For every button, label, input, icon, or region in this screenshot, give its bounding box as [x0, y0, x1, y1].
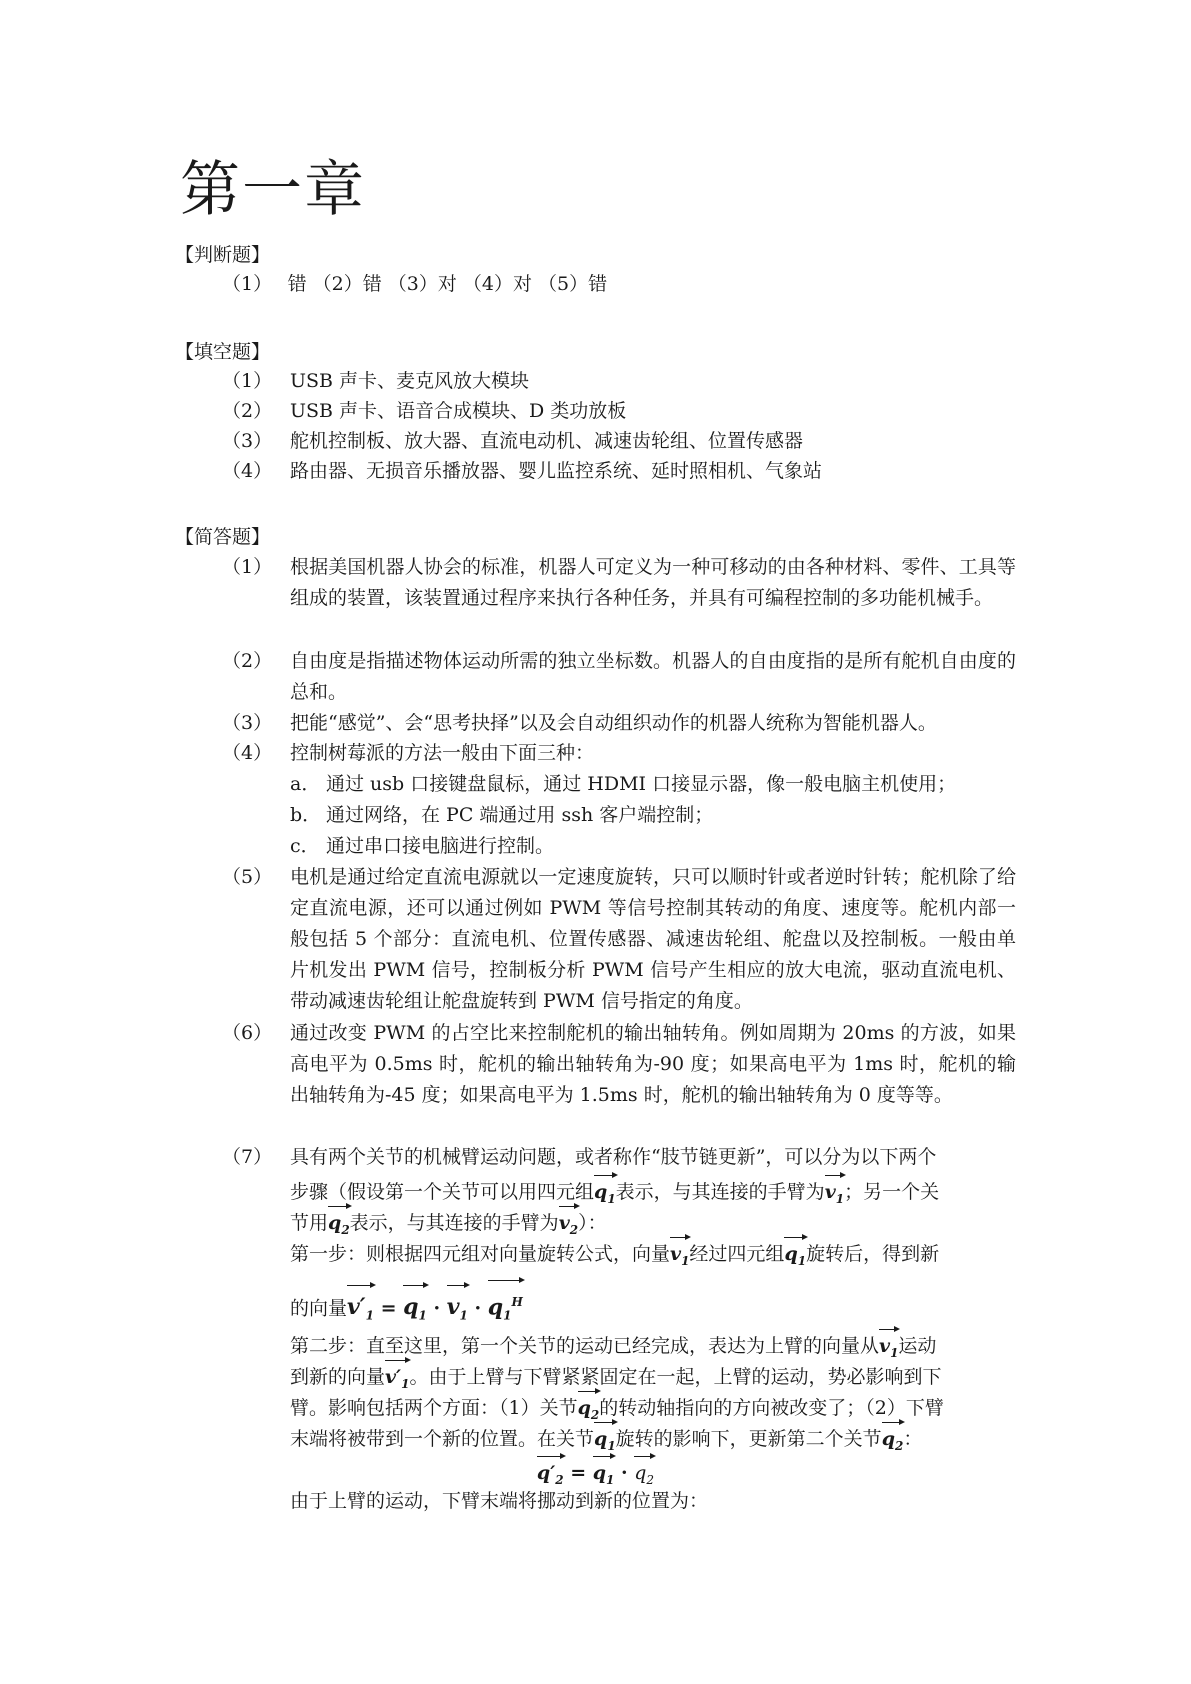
q2-symbol: $q_2$	[328, 1204, 350, 1245]
fill-heading: 【填空题】	[175, 341, 271, 363]
q7-l7b: 。由于上臂与下臂紧紧固定在一起，上臂的运动，势必影响到下	[409, 1366, 942, 1388]
q7-l4a: 第一步：则根据四元组对向量旋转公式，向量	[290, 1243, 671, 1265]
sub-item-b	[290, 800, 713, 831]
q1-symbol: $q_1$	[403, 1283, 427, 1335]
q7-l4c: 旋转后，得到新	[806, 1243, 940, 1265]
short-text-7: 具有两个关节的机械臂运动问题，或者称作“肢节链更新”，可以分为以下两个	[290, 1146, 937, 1168]
short-num-5: （5）	[222, 866, 273, 888]
equals-sign: =	[373, 1297, 404, 1320]
v1-symbol: $v_1$	[879, 1327, 898, 1368]
sub-item-c	[290, 831, 554, 862]
q7-l3a: 节用	[290, 1212, 329, 1234]
short-num-3: （3）	[222, 712, 273, 734]
fill-text-2: USB 声卡、语音合成模块、D 类功放板	[290, 400, 627, 422]
q7-l3b: 表示，与其连接的手臂为	[349, 1212, 559, 1234]
fill-text-4: 路由器、无损音乐播放器、婴儿监控系统、延时照相机、气象站	[290, 460, 823, 482]
short-text-2: 自由度是指描述物体运动所需的独立坐标数。机器人的自由度指的是所有舵机自由度的总和。	[290, 650, 1016, 703]
fill-num-4: （4）	[222, 460, 273, 482]
q2-symbol: $q_2$	[634, 1454, 654, 1495]
q2-prime-symbol: $q'_2$	[537, 1454, 564, 1495]
q7-l2b: 表示，与其连接的手臂为	[615, 1181, 825, 1203]
q7-l4b: 经过四元组	[689, 1243, 785, 1265]
q1-conj-symbol: $q_1^H$	[488, 1278, 523, 1336]
judge-answers: （1） 错 （2）错 （3）对 （4）对 （5）错	[222, 273, 608, 295]
v1-symbol: $v_1$	[825, 1173, 844, 1214]
v1-prime-symbol: $v'_1$	[347, 1283, 374, 1335]
q7-line-11: 由于上臂的运动，下臂末端将挪动到新的位置为：	[290, 1490, 709, 1512]
q7-line-4	[290, 1235, 939, 1276]
q1-symbol: $q_1$	[784, 1235, 806, 1276]
q7-l5a: 的向量	[290, 1297, 348, 1320]
q7-l9c: ：	[903, 1428, 923, 1450]
q7-l9a: 末端将被带到一个新的位置。在关节	[290, 1428, 595, 1450]
v1-symbol: $v_1$	[447, 1283, 468, 1335]
fill-num-2: （2）	[222, 400, 273, 422]
q2-symbol: $q_2$	[882, 1420, 904, 1461]
short-num-4: （4）	[222, 742, 273, 764]
sub-label-c: c．	[290, 835, 320, 857]
fill-text-1: USB 声卡、麦克风放大模块	[290, 370, 530, 392]
q7-l6a: 第二步：直至这里，第一个关节的运动已经完成，表达为上臂的向量从	[290, 1335, 880, 1357]
q7-l8a: 臂。影响包括两个方面：（1）关节	[290, 1397, 578, 1419]
q7-l2c: ；另一个关	[844, 1181, 940, 1203]
judge-heading: 【判断题】	[175, 244, 271, 266]
short-num-7: （7）	[222, 1146, 273, 1168]
short-num-6: （6）	[222, 1022, 273, 1044]
equals-sign: =	[563, 1462, 593, 1484]
short-text-1: 根据美国机器人协会的标准，机器人可定义为一种可移动的由各种材料、零件、工具等组成的装置，该装置通过程序来执行各种任务，并具有可编程控制的多功能机械手。	[290, 556, 1016, 609]
q7-l7a: 到新的向量	[290, 1366, 386, 1388]
sub-item-a	[290, 769, 956, 800]
v1-prime-symbol: $v'_1$	[385, 1358, 409, 1399]
sub-text-c: 通过串口接电脑进行控制。	[326, 835, 555, 857]
fill-text-3: 舵机控制板、放大器、直流电动机、减速齿轮组、位置传感器	[290, 430, 804, 452]
sub-text-a: 通过 usb 口接键盘鼠标，通过 HDMI 口接显示器，像一般电脑主机使用；	[326, 773, 957, 795]
short-text-3: 把能“感觉”、会“思考抉择”以及会自动组织动作的机器人统称为智能机器人。	[290, 712, 937, 734]
short-heading: 【简答题】	[175, 526, 271, 548]
q7-l6b: 运动	[898, 1335, 937, 1357]
q1-symbol: $q_1$	[593, 1454, 615, 1495]
short-text-6: 通过改变 PWM 的占空比来控制舵机的输出轴转角。例如周期为 20ms 的方波，如果高电平为 0.5ms 时，舵机的输出轴转角为-90 度；如果高电平为 1ms 时，舵机的输出轴转角为-45 度；如果高电平为 1.5ms 时，舵机的输出轴转角为 0 度等等。	[290, 1022, 1016, 1106]
q7-l2a: 步骤（假设第一个关节可以用四元组	[290, 1181, 595, 1203]
short-num-2: （2）	[222, 650, 273, 672]
q1-symbol: $q_1$	[594, 1420, 616, 1461]
chapter-title: 第一章	[180, 155, 366, 225]
q2-symbol: $q_2$	[578, 1389, 600, 1430]
short-text-5: 电机是通过给定直流电源就以一定速度旋转，只可以顺时针或者逆时针转；舵机除了给定直流电源，还可以通过例如 PWM 等信号控制其转动的角度、速度等。舵机内部一般包括 5 个部分：直流电机、位置传感器、减速齿轮组、舵盘以及控制板。一般由单片机发出 PWM 信号，控制板分析 PWM 信号产生相应的放大电流，驱动直流电机、带动减速齿轮组让舵盘旋转到 PWM 信号指定的角度。	[290, 866, 1016, 1012]
q1-symbol: $q_1$	[594, 1173, 616, 1214]
q7-l3c: ）：	[578, 1212, 607, 1234]
q7-l9b: 旋转的影响下，更新第二个关节	[615, 1428, 882, 1450]
sub-text-b: 通过网络，在 PC 端通过用 ssh 客户端控制；	[326, 804, 714, 826]
q7-l8b: 的转动轴指向的方向被改变了；（2）下臂	[599, 1397, 944, 1419]
sub-label-b: b．	[290, 804, 322, 826]
v2-symbol: $v_2$	[559, 1204, 578, 1245]
fill-num-3: （3）	[222, 430, 273, 452]
short-text-4: 控制树莓派的方法一般由下面三种：	[290, 742, 595, 764]
dot-operator: ·	[614, 1462, 635, 1484]
sub-label-a: a．	[290, 773, 321, 795]
v1-symbol: $v_1$	[670, 1235, 689, 1276]
dot-operator: ·	[467, 1297, 488, 1320]
dot-operator: ·	[426, 1297, 447, 1320]
short-num-1: （1）	[222, 556, 273, 578]
fill-num-1: （1）	[222, 370, 273, 392]
